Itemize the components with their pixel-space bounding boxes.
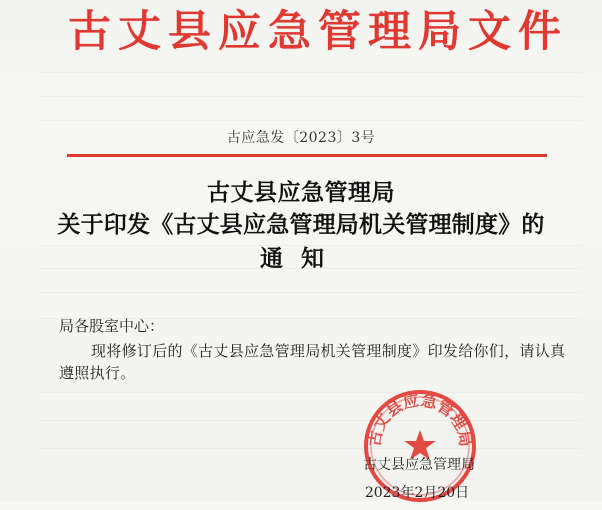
background-text-line bbox=[40, 120, 582, 121]
body-paragraph: 现将修订后的《古丈县应急管理局机关管理制度》印发给你们，请认真遵照执行。 bbox=[59, 342, 566, 382]
background-text-line bbox=[40, 72, 582, 73]
signature-organization: 古丈县应急管理局 bbox=[363, 457, 475, 473]
red-divider-line bbox=[67, 154, 547, 157]
document-header-title: 古丈县应急管理局文件 bbox=[68, 7, 568, 57]
background-text-line bbox=[40, 448, 582, 449]
notice-title-line-2: 关于印发《古丈县应急管理局机关管理制度》的 bbox=[57, 211, 545, 238]
svg-text:古丈县应急管理局: 古丈县应急管理局 bbox=[364, 390, 476, 448]
background-text-line bbox=[40, 292, 582, 293]
signature-date: 2023年2月20日 bbox=[364, 485, 470, 501]
notice-title-line-3: 通知 bbox=[260, 245, 342, 272]
background-text-line bbox=[40, 392, 582, 393]
notice-title-line-1: 古丈县应急管理局 bbox=[207, 179, 395, 206]
notice-title bbox=[0, 178, 602, 274]
document-number: 古应急发〔2023〕3号 bbox=[226, 130, 376, 146]
addressee-text: 局各股室中心： bbox=[59, 317, 165, 335]
background-text-line bbox=[40, 96, 582, 97]
background-text-line bbox=[40, 420, 582, 421]
